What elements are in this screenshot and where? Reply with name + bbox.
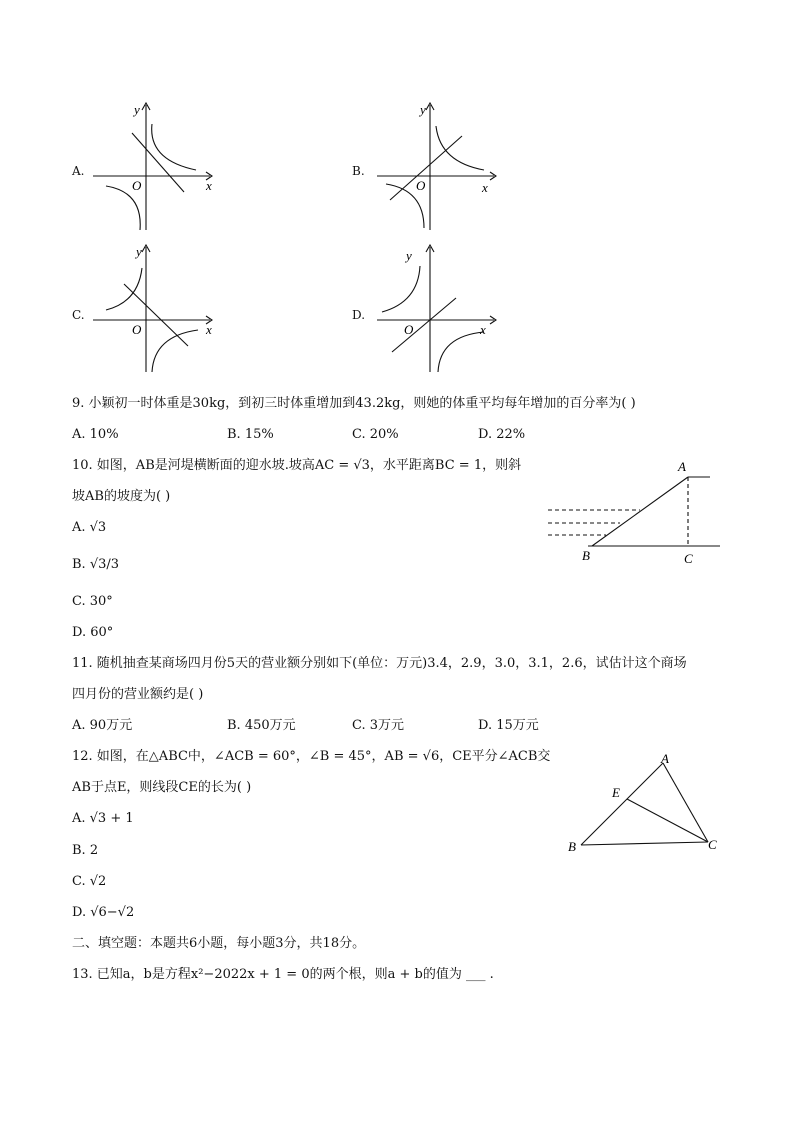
q12-option-a: A. √3 + 1 (72, 811, 134, 826)
option-b-label: B. (352, 164, 365, 178)
graph-b (372, 100, 507, 235)
q10-figure (540, 455, 730, 570)
q12-option-c: C. √2 (72, 874, 107, 889)
label-a: A (678, 459, 686, 474)
q11-stem-line2: 四月份的营业额约是( ) (72, 687, 204, 702)
option-d-label: D. (352, 308, 366, 322)
section-2-heading: 二、填空题：本题共6小题，每小题3分，共18分。 (72, 936, 366, 951)
q9-option-a: A. 10% (72, 427, 119, 442)
label-c: C (708, 837, 717, 852)
q11-option-d: D. 15万元 (478, 718, 539, 733)
label-b: B (582, 548, 590, 563)
y-label: y (136, 244, 142, 259)
hyperbola-branch-1 (106, 268, 142, 310)
q10-stem-line2: 坡AB的坡度为( ) (72, 489, 171, 504)
q12-stem-line2: AB于点E，则线段CE的长为( ) (72, 780, 252, 795)
q11-option-b: B. 450万元 (227, 718, 296, 733)
q12-figure (560, 745, 730, 860)
q9-option-d: D. 22% (478, 427, 526, 442)
q10-option-d: D. 60° (72, 625, 114, 640)
q13-stem: 13. 已知a，b是方程x²−2022x + 1 = 0的两个根，则a + b的值为 ___ . (72, 967, 494, 982)
side-ba (581, 763, 663, 845)
hyperbola-branch-2 (152, 330, 198, 372)
q10-option-a: A. √3 (72, 520, 107, 535)
line-graph (390, 136, 462, 200)
slope-ab (592, 477, 688, 546)
y-label: y (420, 102, 426, 117)
label-c: C (684, 551, 693, 566)
q10-stem-line1: 10. 如图，AB是河堤横断面的迎水坡.坡高AC = √3，水平距离BC = 1，则斜 (72, 458, 522, 473)
q12-option-b: B. 2 (72, 843, 99, 858)
graph-a (88, 100, 223, 235)
q10-option-c: C. 30° (72, 594, 113, 609)
graph-d (372, 242, 507, 377)
q9-option-c: C. 20% (352, 427, 399, 442)
origin-label: O (132, 322, 142, 337)
q9-stem: 9. 小颖初一时体重是30kg，到初三时体重增加到43.2kg，则她的体重平均每年增加的百分率为( ) (72, 396, 636, 411)
x-label: x (480, 322, 486, 337)
line-graph (392, 298, 456, 352)
hyperbola-branch-2 (438, 332, 484, 372)
option-a-label: A. (72, 164, 85, 178)
q11-option-c: C. 3万元 (352, 718, 405, 733)
hyperbola-branch-1 (436, 126, 484, 170)
option-c-label: C. (72, 308, 85, 322)
side-bc (581, 842, 708, 845)
q10-option-b: B. √3/3 (72, 557, 120, 572)
hyperbola-branch-1 (382, 266, 420, 312)
origin-label: O (132, 178, 142, 193)
q12-stem-line1: 12. 如图，在△ABC中，∠ACB = 60°，∠B = 45°，AB = √6，CE平分∠ACB交 (72, 749, 551, 764)
origin-label: O (404, 322, 414, 337)
q11-option-a: A. 90万元 (72, 718, 133, 733)
q12-option-d: D. √6−√2 (72, 905, 135, 920)
x-label: x (206, 322, 212, 337)
label-e: E (612, 785, 620, 800)
graph-c (88, 242, 223, 377)
label-a: A (661, 751, 669, 766)
label-b: B (568, 839, 576, 854)
y-label: y (134, 102, 140, 117)
x-label: x (482, 180, 488, 195)
x-label: x (206, 178, 212, 193)
q9-option-b: B. 15% (227, 427, 274, 442)
origin-label: O (416, 178, 426, 193)
y-label: y (406, 248, 412, 263)
q11-stem-line1: 11. 随机抽查某商场四月份5天的营业额分别如下(单位：万元)3.4，2.9，3.0，3.1，2.6，试估计这个商场 (72, 656, 687, 671)
